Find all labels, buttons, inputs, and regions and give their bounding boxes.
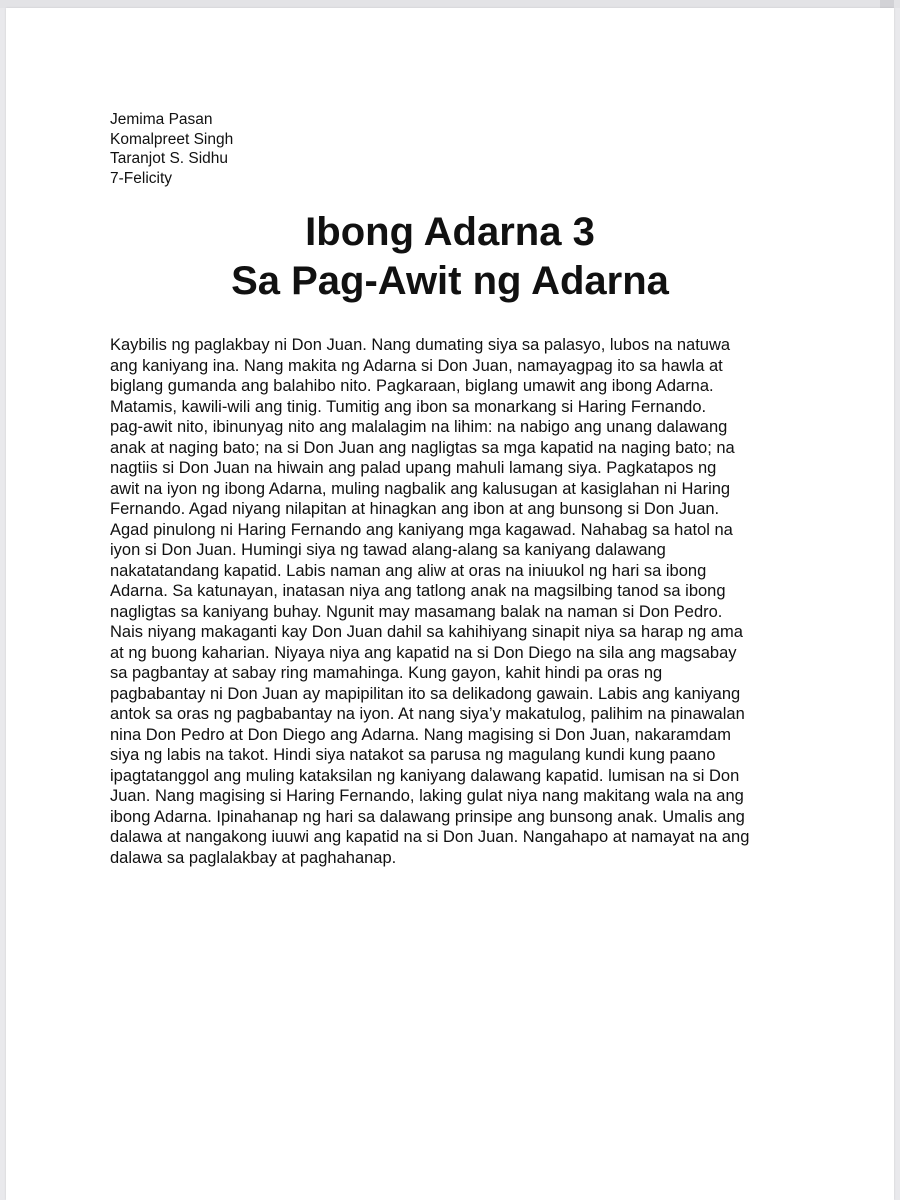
text-line: biglang gumanda ang balahibo nito. Pagkaraan, biglang umawit ang ibong Adarna. — [110, 377, 714, 395]
text-line: Juan. Nang magising si Haring Fernando, laking gulat niya nang makitang wala na ang — [110, 787, 744, 805]
text-line: at ng buong kaharian. Niyaya niya ang kapatid na si Don Diego na sila ang magsabay — [110, 643, 737, 662]
page-title — [6, 208, 894, 306]
author-name: Komalpreet Singh — [110, 130, 234, 148]
text-line: nagtiis si Don Juan na hiwain ang palad upang mahuli lamang siya. Pagkatapos ng — [110, 459, 717, 477]
author-name: Taranjot S. Sidhu — [110, 150, 229, 167]
text-line: nagligtas sa kaniyang buhay. Ngunit may masamang balak na naman si Don Pedro. — [110, 602, 723, 621]
text-line: siya ng labis na takot. Hindi siya natakot sa parusa ng magulang kundi kung paano — [110, 746, 716, 764]
text-line: pag-awit nito, ibinunyag nito ang malalagim na lihim: na nabigo ang unang dalawang — [110, 418, 728, 436]
document-page — [6, 8, 894, 1200]
text-line: nakatatandang kapatid. Labis naman ang aliw at oras na iniuukol ng hari sa ibong — [110, 561, 707, 580]
text-line: dalawa sa paglalakbay at paghahanap. — [110, 848, 397, 867]
text-line: dalawa at nangakong iuuwi ang kapatid na si Don Juan. Nangahapo at namayat na ang — [110, 828, 750, 846]
text-line: ibong Adarna. Ipinahanap ng hari sa dalawang prinsipe ang bunsong anak. Umalis ang — [110, 807, 745, 826]
text-line: Adarna. Sa katunayan, inatasan niya ang tatlong anak na magsilbing tanod sa ibong — [110, 582, 726, 600]
text-line: ipagtatanggol ang muling kataksilan ng kaniyang dalawang kapatid. lumisan na si Don — [110, 766, 740, 785]
text-line: anak at naging bato; na si Don Juan ang nagligtas sa mga kapatid na naging bato; na — [110, 438, 735, 457]
text-line: awit na iyon ng ibong Adarna, muling nagbalik ang kalusugan at kasiglahan ni Haring — [110, 479, 731, 498]
subtitle-line: Sa Pag-Awit ng Adarna — [231, 259, 669, 303]
text-line: Fernando. Agad niyang nilapitan at hinagkan ang ibon at ang bunsong si Don Juan. — [110, 500, 720, 518]
text-line: Kaybilis ng paglakbay ni Don Juan. Nang dumating siya sa palasyo, lubos na natuwa — [110, 336, 731, 354]
body-paragraph — [110, 335, 810, 868]
author-name: Jemima Pasan — [110, 111, 213, 128]
page-corner — [880, 0, 894, 8]
text-line: nina Don Pedro at Don Diego ang Adarna. Nang magising si Don Juan, nakaramdam — [110, 725, 731, 744]
author-block — [110, 110, 233, 188]
text-line: Matamis, kawili-wili ang tinig. Tumitig ang ibon sa monarkang si Haring Fernando. — [110, 397, 707, 416]
text-line: sa pagbantay at sabay ring mamahinga. Kung gayon, kahit hindi pa oras ng — [110, 664, 663, 682]
class-section: 7-Felicity — [110, 169, 173, 187]
text-line: ang kaniyang ina. Nang makita ng Adarna si Don Juan, namayagpag ito sa hawla at — [110, 356, 723, 375]
text-line: Nais niyang makaganti kay Don Juan dahil sa kahihiyang sinapit niya sa harap ng ama — [110, 623, 743, 641]
text-line: iyon si Don Juan. Humingi siya ng tawad alang-alang sa kaniyang dalawang — [110, 541, 666, 559]
text-line: pagbabantay ni Don Juan ay mapipilitan ito sa delikadong gawain. Labis ang kaniyang — [110, 684, 741, 703]
text-line: antok sa oras ng pagbabantay na iyon. At nang siya’y makatulog, palihim na pinawalan — [110, 705, 745, 723]
text-line: Agad pinulong ni Haring Fernando ang kaniyang mga kagawad. Nahabag sa hatol na — [110, 520, 733, 539]
title-line: Ibong Adarna 3 — [305, 210, 595, 254]
viewer-background — [0, 0, 900, 8]
